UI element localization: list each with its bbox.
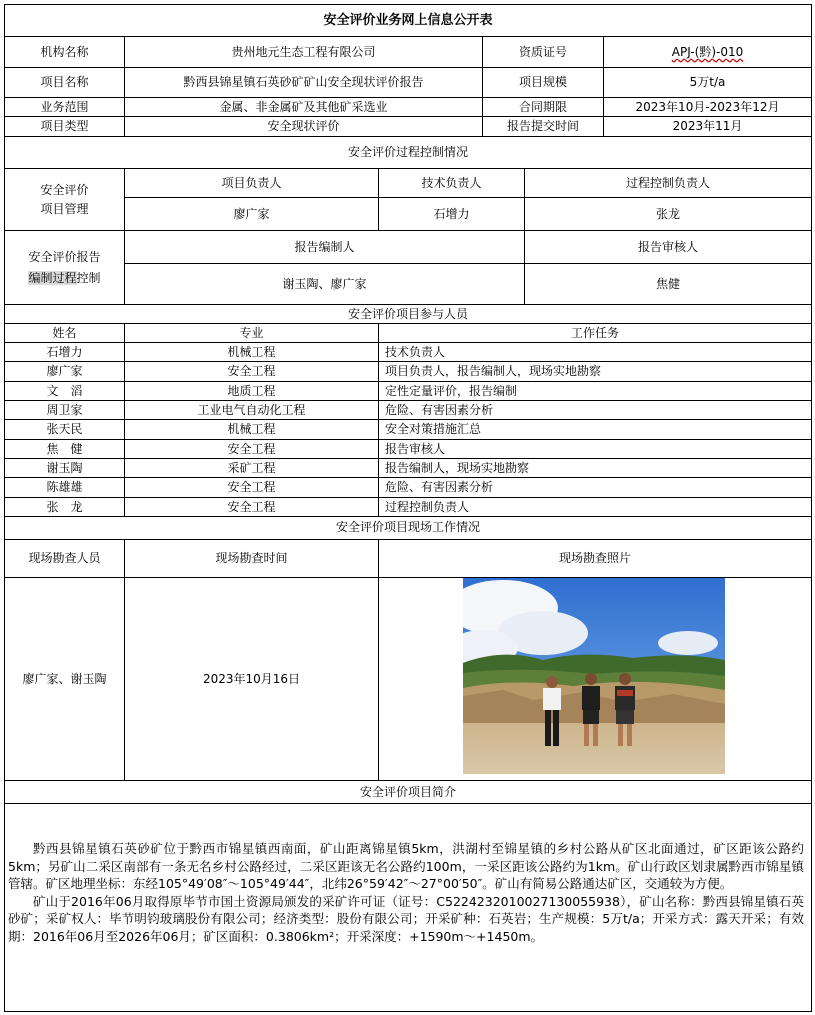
- process-leader-value: 张龙: [525, 198, 812, 231]
- compiler-value: 谢玉陶、廖广家: [125, 264, 525, 305]
- member-major: 安全工程: [125, 498, 379, 517]
- mgmt-label-line2: 项目管理: [40, 201, 89, 216]
- period-value: 2023年10月-2023年12月: [604, 98, 812, 117]
- member-name: 张 龙: [4, 498, 125, 517]
- members-col-name: 姓名: [4, 324, 125, 343]
- member-major: 工业电气自动化工程: [125, 401, 379, 420]
- member-name: 张天民: [4, 420, 125, 440]
- report-control-highlight: 编制过程: [28, 270, 77, 285]
- site-col-time: 现场勘查时间: [125, 540, 379, 578]
- intro-paragraph-2: 矿山于2016年06月取得原毕节市国土资源局颁发的采矿许可证（证号：C5224232010027130055938），矿山名称：黔西县锦星镇石英砂矿；采矿权人：毕节明钧玻璃股份有限公司；经济类型：股份有限公司；开采矿种：石英岩；生产规模：5万t/a；开采方式：露天开采；有效期：2016年06月至2026年06月；矿区面积：0.3806km²；开采深度：+1590m～+1450m。: [8, 893, 804, 944]
- tech-leader-value: 石增力: [379, 198, 525, 231]
- project-leader-value: 廖广家: [125, 198, 379, 231]
- intro-text: [8, 840, 804, 945]
- reviewer-value: 焦健: [525, 264, 812, 305]
- member-name: 石增力: [4, 343, 125, 362]
- member-task: 定性定量评价，报告编制: [379, 382, 812, 401]
- form-title: 安全评价业务网上信息公开表: [4, 4, 812, 37]
- site-survey-photo: [463, 578, 725, 774]
- tech-leader-header: 技术负责人: [379, 169, 525, 198]
- org-value: 贵州地元生态工程有限公司: [125, 37, 483, 68]
- scope-label: 业务范围: [4, 98, 125, 117]
- member-major: 地质工程: [125, 382, 379, 401]
- project-label: 项目名称: [4, 68, 125, 98]
- members-col-major: 专业: [125, 324, 379, 343]
- member-name: 谢玉陶: [4, 459, 125, 478]
- member-name: 陈雄雄: [4, 478, 125, 498]
- member-major: 机械工程: [125, 343, 379, 362]
- cert-label: 资质证号: [483, 37, 604, 68]
- members-col-task: 工作任务: [379, 324, 812, 343]
- type-value: 安全现状评价: [125, 117, 483, 137]
- project-value: 黔西县锦星镇石英砂矿矿山安全现状评价报告: [125, 68, 483, 98]
- mgmt-label-line1: 安全评价: [40, 183, 89, 198]
- site-col-photo: 现场勘查照片: [379, 540, 812, 578]
- site-staff-value: 廖广家、谢玉陶: [4, 578, 125, 781]
- scale-value: 5万t/a: [604, 68, 812, 98]
- member-name: 文 滔: [4, 382, 125, 401]
- project-leader-header: 项目负责人: [125, 169, 379, 198]
- report-control-line2: [28, 271, 100, 285]
- member-task: 安全对策措施汇总: [379, 420, 812, 440]
- scale-label: 项目规模: [483, 68, 604, 98]
- member-task: 过程控制负责人: [379, 498, 812, 517]
- submit-label: 报告提交时间: [483, 117, 604, 137]
- member-task: 危险、有害因素分析: [379, 478, 812, 498]
- member-major: 安全工程: [125, 478, 379, 498]
- site-time-value: 2023年10月16日: [125, 578, 379, 781]
- compiler-header: 报告编制人: [125, 231, 525, 264]
- reviewer-header: 报告审核人: [525, 231, 812, 264]
- submit-value: 2023年11月: [604, 117, 812, 137]
- member-task: 危险、有害因素分析: [379, 401, 812, 420]
- cert-value: [604, 37, 812, 68]
- type-label: 项目类型: [4, 117, 125, 137]
- member-task: 项目负责人，报告编制人，现场实地勘察: [379, 362, 812, 382]
- report-control-label: [4, 231, 125, 305]
- member-major: 采矿工程: [125, 459, 379, 478]
- org-label: 机构名称: [4, 37, 125, 68]
- site-col-staff: 现场勘查人员: [4, 540, 125, 578]
- period-label: 合同期限: [483, 98, 604, 117]
- member-major: 安全工程: [125, 362, 379, 382]
- member-name: 焦 健: [4, 440, 125, 459]
- member-name: 周卫家: [4, 401, 125, 420]
- member-task: 报告审核人: [379, 440, 812, 459]
- member-task: 报告编制人，现场实地勘察: [379, 459, 812, 478]
- member-major: 机械工程: [125, 420, 379, 440]
- member-task: 技术负责人: [379, 343, 812, 362]
- intro-header: 安全评价项目简介: [4, 781, 812, 804]
- process-leader-header: 过程控制负责人: [525, 169, 812, 198]
- intro-paragraph-1: 黔西县锦星镇石英砂矿位于黔西市锦星镇西南面，矿山距离锦星镇5km，洪湖村至锦星镇的乡村公路从矿区北面通过，矿区距该公路约5km；另矿山二采区南部有一条无名乡村公路经过，二采区距该无名公路约100m，一采区距该公路约为1km。矿山行政区划隶属黔西市锦星镇管辖。矿区地理坐标：东经105°49′08″～105°49′44″，北纬26°59′42″～27°00′50″。矿山有简易公路通达矿区，交通较为方便。: [8, 841, 804, 891]
- member-major: 安全工程: [125, 440, 379, 459]
- process-header: 安全评价过程控制情况: [4, 137, 812, 169]
- mgmt-label: [4, 169, 125, 231]
- member-name: 廖广家: [4, 362, 125, 382]
- report-control-line1: 安全评价报告: [28, 250, 101, 265]
- members-header: 安全评价项目参与人员: [4, 305, 812, 324]
- site-header: 安全评价项目现场工作情况: [4, 516, 812, 540]
- scope-value: 金属、非金属矿及其他矿采选业: [125, 98, 483, 117]
- cert-value-text: APJ-(黔)-010: [671, 44, 744, 59]
- report-control-line2-rest: 控制: [76, 270, 101, 285]
